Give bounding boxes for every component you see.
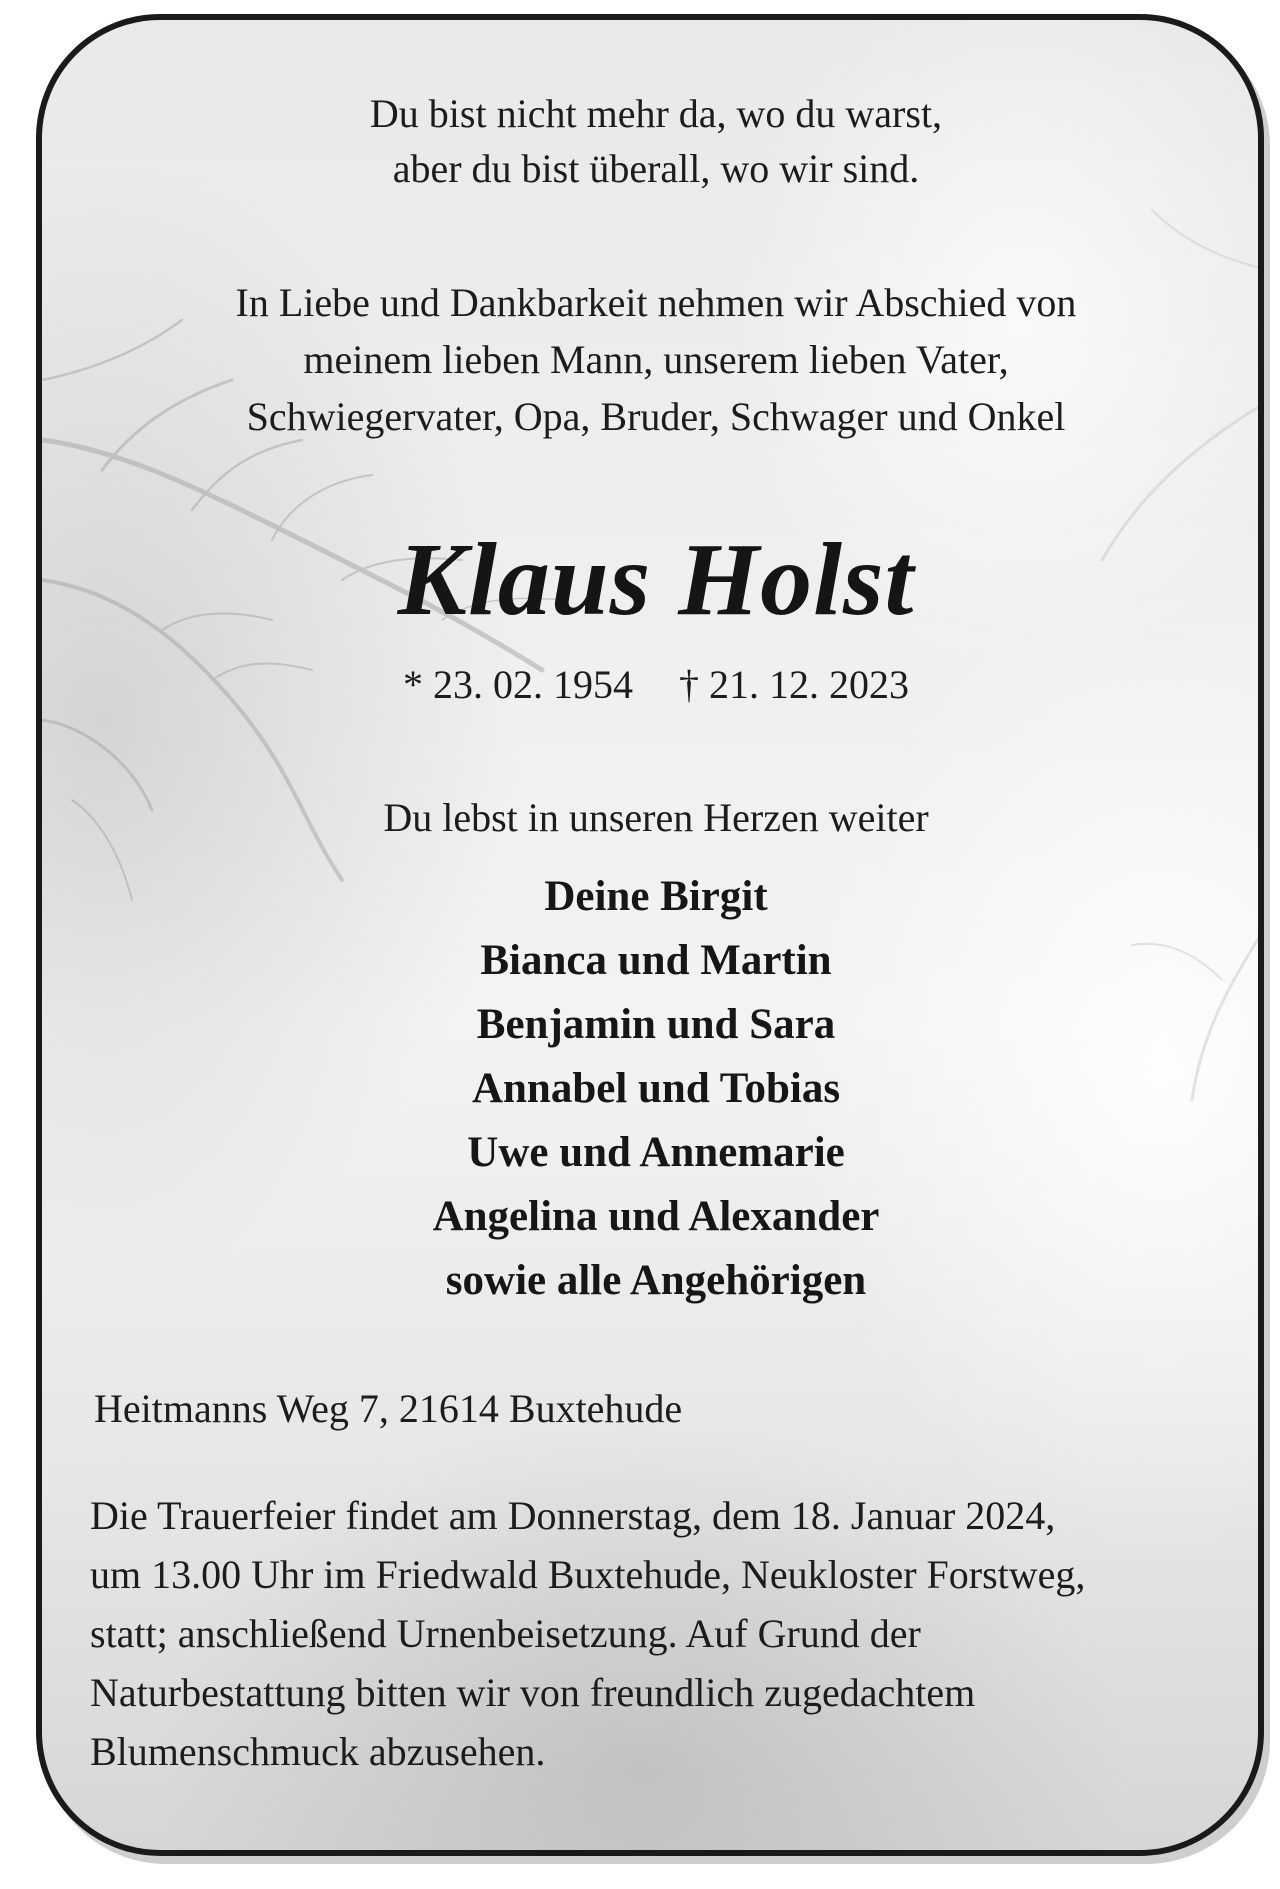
mourner-name: Angelina und Alexander <box>432 1193 880 1240</box>
verse-line: Du bist nicht mehr da, wo du warst, <box>369 91 943 136</box>
deceased-name: Klaus Holst <box>397 522 915 637</box>
farewell-intro <box>42 274 1264 445</box>
ceremony-notice <box>90 1486 1085 1781</box>
ceremony-line: Blumenschmuck abzusehen. <box>90 1729 546 1774</box>
obituary-card <box>36 14 1264 1856</box>
ceremony-line: um 13.00 Uhr im Friedwald Buxtehude, Neukloster Forstweg, <box>90 1552 1086 1597</box>
intro-line: In Liebe und Dankbarkeit nehmen wir Abschied von <box>235 280 1077 325</box>
ceremony-line: Die Trauerfeier findet am Donnerstag, dem 18. Januar 2024, <box>90 1493 1056 1538</box>
remembrance-line: Du lebst in unseren Herzen weiter <box>383 795 929 840</box>
family-address: Heitmanns Weg 7, 21614 Buxtehude <box>94 1386 683 1431</box>
mourners-list <box>42 865 1264 1313</box>
mourner-name: Uwe und Annemarie <box>467 1129 845 1176</box>
birth-date: * 23. 02. 1954 <box>403 662 633 707</box>
mourner-name: Annabel und Tobias <box>471 1065 841 1112</box>
life-dates <box>42 660 1264 710</box>
mourner-name: Benjamin und Sara <box>476 1001 836 1048</box>
intro-line: meinem lieben Mann, unserem lieben Vater, <box>303 337 1009 382</box>
intro-line: Schwiegervater, Opa, Bruder, Schwager und Onkel <box>246 394 1066 439</box>
ceremony-line: statt; anschließend Urnenbeisetzung. Auf Grund der <box>90 1611 921 1656</box>
verse-line: aber du bist überall, wo wir sind. <box>392 146 920 191</box>
mourner-name: Bianca und Martin <box>480 937 832 984</box>
mourner-name: sowie alle Angehörigen <box>445 1257 867 1304</box>
verse <box>42 86 1264 196</box>
death-date: † 21. 12. 2023 <box>679 662 909 707</box>
ceremony-line: Naturbestattung bitten wir von freundlich zugedachtem <box>90 1670 976 1715</box>
mourner-name: Deine Birgit <box>544 873 768 920</box>
